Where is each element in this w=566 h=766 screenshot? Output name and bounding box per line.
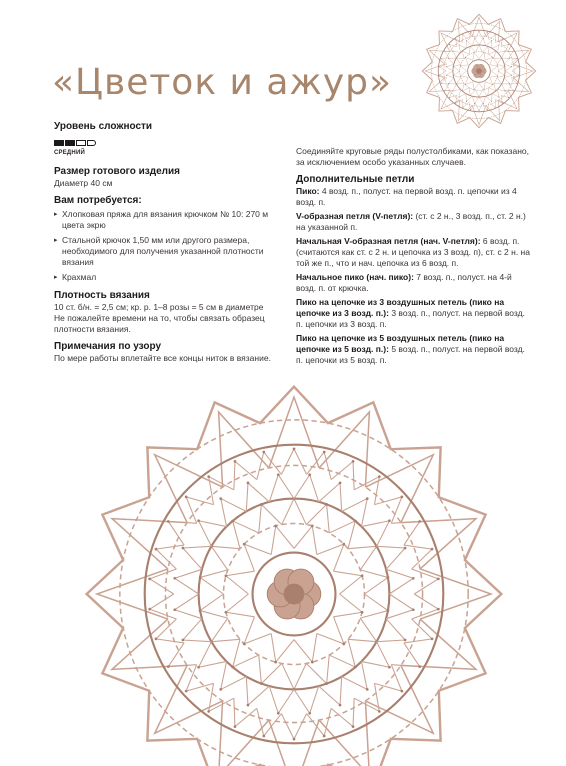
difficulty-level-label: СРЕДНИЙ bbox=[54, 150, 85, 156]
difficulty-segment-2 bbox=[65, 140, 75, 146]
loop-definition: Пико: 4 возд. п., полуст. на первой возд. п. цепочки из 4 возд. п. bbox=[296, 186, 517, 207]
loop-definition: V-образная петля (V-петля): (ст. с 2 н., 3 возд. п., ст. 2 н.) на указанной п. bbox=[296, 211, 526, 232]
triangle-bullet-icon: ▸ bbox=[54, 274, 58, 281]
large-doily-image bbox=[78, 378, 510, 766]
size-text: Диаметр 40 см bbox=[54, 178, 113, 188]
gauge-heading: Плотность вязания bbox=[54, 290, 150, 301]
right-column bbox=[296, 146, 532, 366]
extra-loops-heading: Дополнительные петли bbox=[296, 174, 415, 185]
loop-definition: Начальное пико (нач. пико): 7 возд. п., полуст. на 4-й возд. п. от крючка. bbox=[296, 272, 512, 293]
pattern-notes-heading: Примечания по узору bbox=[54, 341, 162, 352]
loop-definition: Начальная V-образная петля (нач. V-петля): 6 возд. п. (считаются как ст. с 2 н. и цепочка из 3 возд. п), ст. с 2 н. на той же п., что и нач. цепочка из 6 возд. п. bbox=[296, 236, 530, 268]
loop-definition: Пико на цепочке из 5 воздушных петель (пико на цепочке из 5 возд. п.): 5 возд. п., полуст. на первой возд. п. цепочки из 5 возд. п. bbox=[296, 333, 525, 365]
small-doily-image bbox=[420, 12, 538, 130]
triangle-bullet-icon: ▸ bbox=[54, 237, 58, 244]
gauge-text: 10 ст. б/н. = 2,5 см; кр. р. 1–8 розы = 5 см в диаметре bbox=[54, 302, 264, 312]
size-heading: Размер готового изделия bbox=[54, 166, 180, 177]
page-title: «Цветок и ажур» bbox=[52, 62, 393, 103]
difficulty-meter bbox=[54, 140, 276, 146]
gauge-note: Не пожалейте времени на то, чтобы связать образец плотности вязания. bbox=[54, 313, 265, 334]
difficulty-segment-3 bbox=[76, 140, 86, 146]
triangle-bullet-icon: ▸ bbox=[54, 211, 58, 218]
left-column bbox=[54, 121, 276, 364]
difficulty-heading: Уровень сложности bbox=[54, 121, 153, 132]
pattern-notes-text: По мере работы вплетайте все концы ниток в вязание. bbox=[54, 353, 271, 363]
materials-list bbox=[54, 209, 276, 283]
difficulty-segment-1 bbox=[54, 140, 64, 146]
difficulty-segment-4 bbox=[87, 140, 96, 146]
materials-item: ▸ Крахмал bbox=[54, 272, 97, 282]
loop-definition: Пико на цепочке из 3 воздушных петель (пико на цепочке из 3 возд. п.): 3 возд. п., полуст. на первой возд. п. цепочки из 3 возд. п. bbox=[296, 297, 525, 329]
materials-heading: Вам потребуется: bbox=[54, 195, 142, 206]
materials-item: ▸ Хлопковая пряжа для вязания крючком № 10: 270 м цвета экрю bbox=[54, 209, 269, 230]
materials-item: ▸ Стальной крючок 1,50 мм или другого размера, необходимого для получения указанной плотности вязания bbox=[54, 235, 264, 267]
intro-text: Соединяйте круговые ряды полустолбиками, как показано, за исключением особо указанных случаев. bbox=[296, 146, 530, 167]
